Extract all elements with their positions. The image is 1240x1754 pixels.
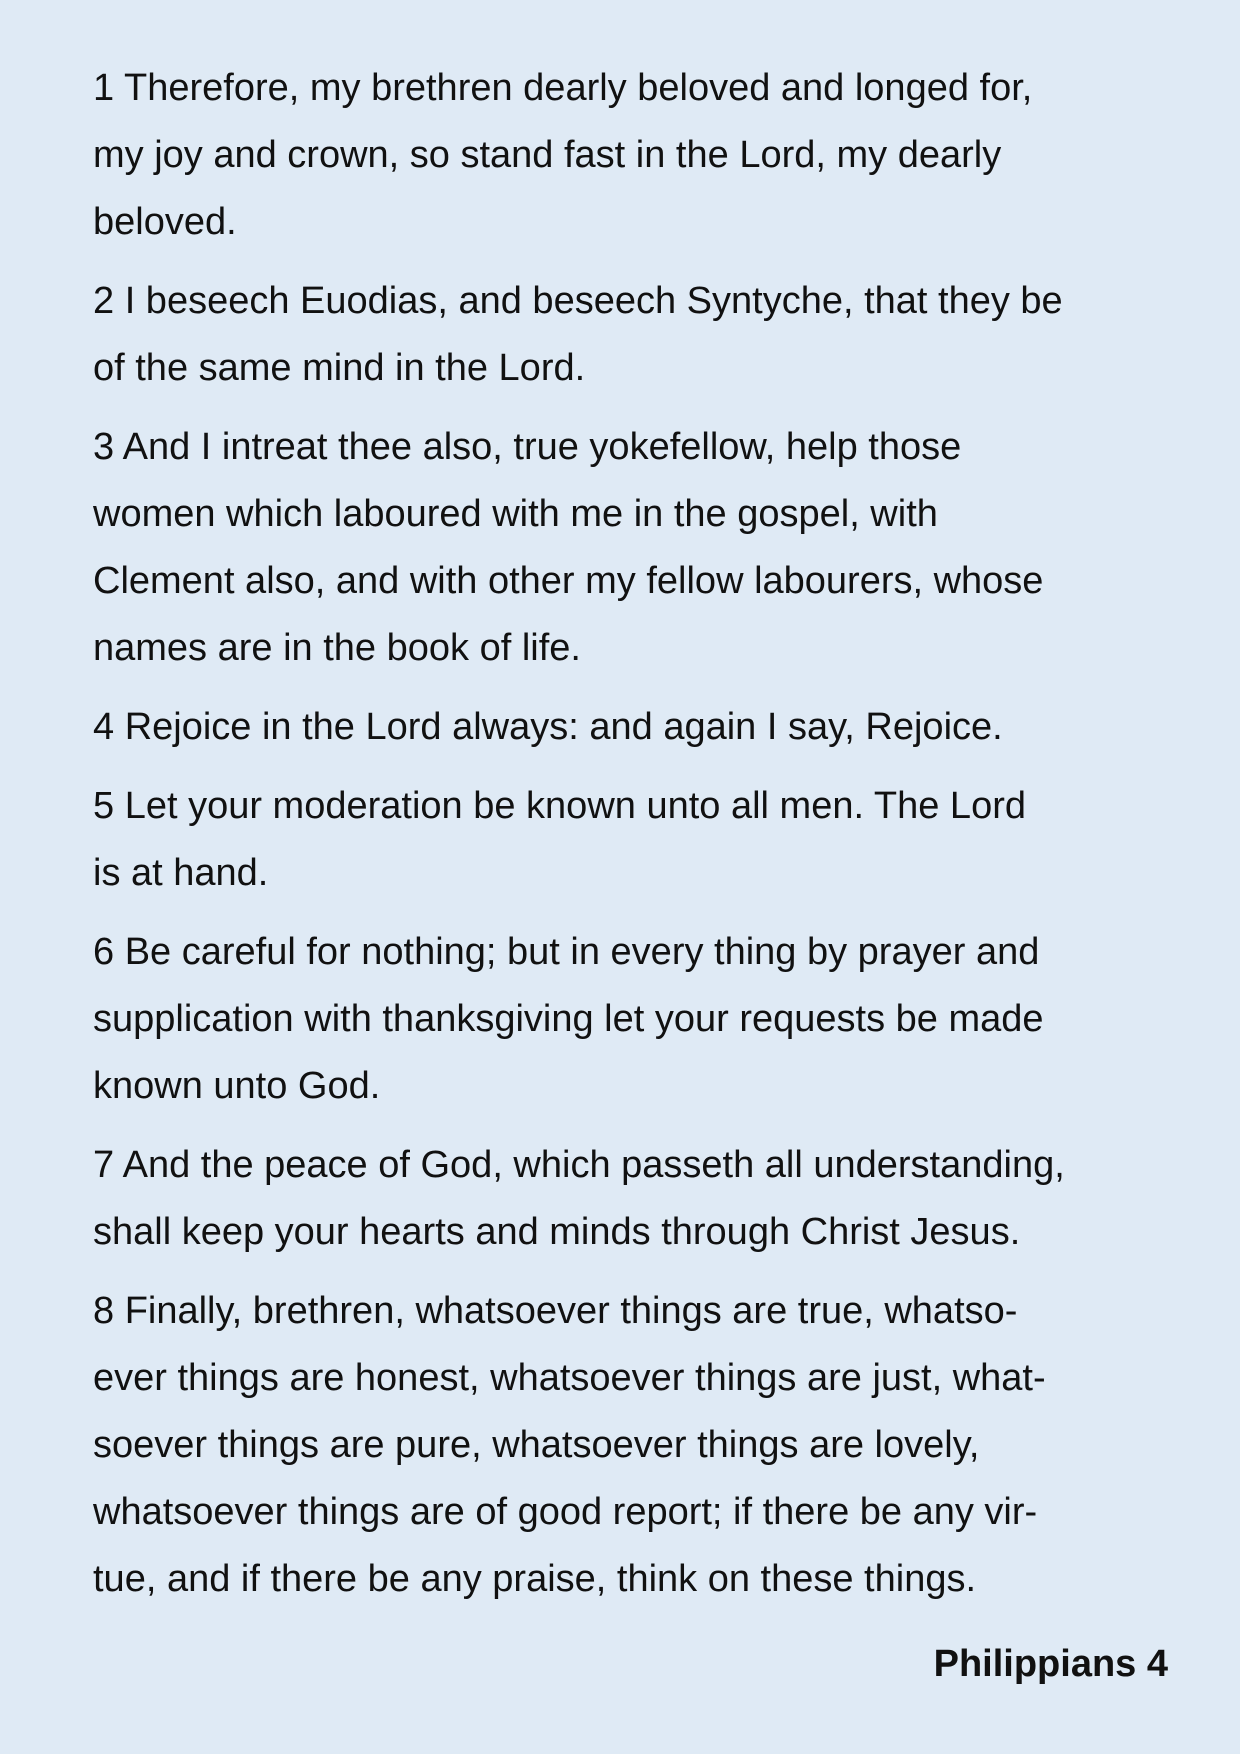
verse-4 (93, 694, 1168, 761)
verse-line: shall keep your hearts and minds through Christ Jesus. (93, 1211, 1021, 1253)
verse-line: beloved. (93, 201, 237, 243)
scripture-page (93, 55, 1168, 1698)
verse-line: 2 I beseech Euodias, and beseech Syntyche, that they be (93, 280, 1063, 322)
verse-line: 5 Let your moderation be known unto all men. The Lord (93, 785, 1026, 827)
verse-line: supplication with thanksgiving let your requests be made (93, 998, 1044, 1040)
verse-line: ever things are honest, whatsoever things are just, what- (93, 1357, 1046, 1399)
verse-line: 7 And the peace of God, which passeth all understanding, (93, 1144, 1065, 1186)
verse-line: known unto God. (93, 1065, 381, 1107)
verse-1 (93, 55, 1168, 256)
verse-line: 6 Be careful for nothing; but in every thing by prayer and (93, 931, 1040, 973)
verse-8 (93, 1278, 1168, 1613)
verse-line: soever things are pure, whatsoever things are lovely, (93, 1424, 980, 1466)
verse-line: 8 Finally, brethren, whatsoever things are true, whatso- (93, 1290, 1018, 1332)
verse-line: women which laboured with me in the gospel, with (93, 493, 938, 535)
verse-line: 4 Rejoice in the Lord always: and again I say, Rejoice. (93, 706, 1003, 748)
verse-3 (93, 414, 1168, 682)
verse-line: is at hand. (93, 852, 269, 894)
verse-line: of the same mind in the Lord. (93, 347, 586, 389)
verse-2 (93, 268, 1168, 402)
verse-line: 1 Therefore, my brethren dearly beloved and longed for, (93, 67, 1033, 109)
verse-line: whatsoever things are of good report; if there be any vir- (93, 1491, 1038, 1533)
verse-list (93, 55, 1168, 1613)
verse-line: tue, and if there be any praise, think on these things. (93, 1558, 977, 1600)
verse-7 (93, 1132, 1168, 1266)
verse-5 (93, 773, 1168, 907)
verse-line: names are in the book of life. (93, 627, 581, 669)
verse-6 (93, 919, 1168, 1120)
scripture-reference: Philippians 4 (933, 1643, 1168, 1685)
verse-line: my joy and crown, so stand fast in the Lord, my dearly (93, 134, 1002, 176)
verse-line: Clement also, and with other my fellow labourers, whose (93, 560, 1044, 602)
verse-line: 3 And I intreat thee also, true yokefellow, help those (93, 426, 962, 468)
